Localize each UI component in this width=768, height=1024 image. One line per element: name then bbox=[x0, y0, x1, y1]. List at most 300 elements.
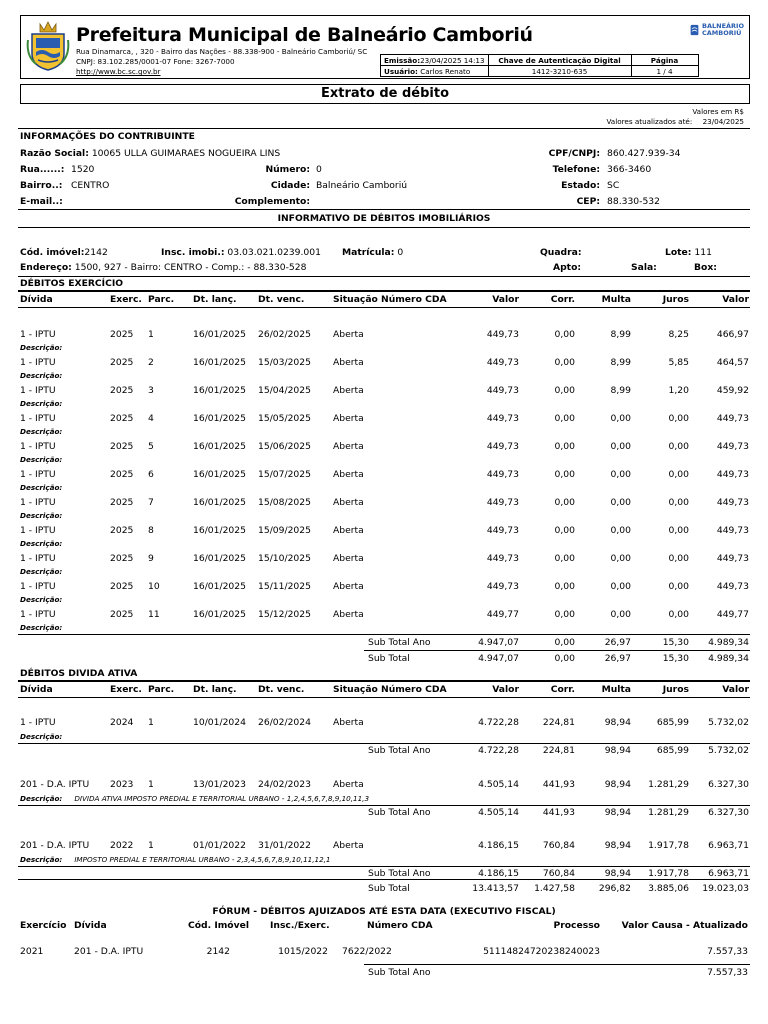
description-label: Descrição: bbox=[20, 732, 63, 741]
rua-value: 1520 bbox=[71, 164, 95, 175]
cell-juros: 0,00 bbox=[668, 525, 689, 536]
cell-sit: Aberta bbox=[333, 717, 364, 728]
cell-parc: 1 bbox=[148, 717, 154, 728]
subtotal-juros: 1.281,29 bbox=[648, 807, 689, 818]
contribuinte-section-title: INFORMAÇÕES DO CONTRIBUINTE bbox=[20, 131, 195, 142]
valores-atualizados-label: Valores atualizados até: bbox=[606, 117, 693, 126]
cell-valor: 449,73 bbox=[486, 329, 519, 340]
document-title: Extrato de débito bbox=[20, 84, 750, 104]
cell-parc: 1 bbox=[148, 329, 154, 340]
cod-imovel-label: Cód. imóvel: bbox=[20, 247, 85, 258]
column-header-divida: Dívida bbox=[20, 294, 53, 305]
debt-row bbox=[0, 581, 768, 593]
cell-total: 449,73 bbox=[716, 413, 749, 424]
cell-divida: 1 - IPTU bbox=[20, 609, 56, 620]
cell-exerc: 2022 bbox=[110, 840, 134, 851]
cell-valor: 4.722,28 bbox=[478, 717, 519, 728]
forum-cod: 2142 bbox=[206, 946, 230, 957]
informativo-title: INFORMATIVO DE DÉBITOS IMOBILIÁRIOS bbox=[277, 213, 491, 224]
cell-total: 449,73 bbox=[716, 441, 749, 452]
subtotal-total: 19.023,03 bbox=[702, 883, 749, 894]
lote-label: Lote: bbox=[665, 247, 692, 258]
cell-divida: 1 - IPTU bbox=[20, 717, 56, 728]
cell-sit: Aberta bbox=[333, 385, 364, 396]
municipal-crest-icon bbox=[26, 20, 70, 72]
debt-row bbox=[0, 779, 768, 791]
cell-parc: 2 bbox=[148, 357, 154, 368]
cell-exerc: 2025 bbox=[110, 441, 134, 452]
cell-multa: 0,00 bbox=[610, 609, 631, 620]
cell-valor: 449,73 bbox=[486, 553, 519, 564]
divider bbox=[18, 276, 750, 277]
cell-lanc: 16/01/2025 bbox=[193, 385, 246, 396]
column-header-parc: Parc. bbox=[148, 684, 175, 695]
razao-label: Razão Social: bbox=[20, 148, 89, 159]
forum-col-processo: Processo bbox=[553, 920, 600, 931]
cell-total: 449,73 bbox=[716, 581, 749, 592]
cell-juros: 0,00 bbox=[668, 609, 689, 620]
column-header-situacao: Situação bbox=[333, 294, 378, 305]
description-label: Descrição: bbox=[20, 539, 63, 548]
subtotal-total: 6.327,30 bbox=[708, 807, 749, 818]
subtotal-label: Sub Total bbox=[368, 883, 410, 894]
cell-corr: 0,00 bbox=[554, 329, 575, 340]
subtotal-row bbox=[0, 807, 768, 819]
divider bbox=[18, 805, 750, 806]
divida-ativa-column-header bbox=[0, 684, 768, 696]
description-label: Descrição: bbox=[20, 455, 63, 464]
rua-label: Rua......: bbox=[20, 164, 65, 175]
subtotal-valor: 13.413,57 bbox=[472, 883, 519, 894]
subtotal-total: 5.732,02 bbox=[708, 745, 749, 756]
divider bbox=[18, 209, 750, 210]
cell-divida: 1 - IPTU bbox=[20, 469, 56, 480]
cep-label: CEP: bbox=[576, 196, 600, 207]
endereco-value: 1500, 927 - Bairro: CENTRO - Comp.: - 88.330-528 bbox=[74, 262, 307, 273]
cell-venc: 15/05/2025 bbox=[258, 413, 311, 424]
description-line bbox=[20, 399, 62, 408]
cell-lanc: 16/01/2025 bbox=[193, 497, 246, 508]
cell-valor: 449,73 bbox=[486, 413, 519, 424]
cell-exerc: 2025 bbox=[110, 609, 134, 620]
cell-sit: Aberta bbox=[333, 779, 364, 790]
debt-row bbox=[0, 469, 768, 481]
divider bbox=[364, 650, 750, 651]
cell-lanc: 01/01/2022 bbox=[193, 840, 246, 851]
cell-divida: 1 - IPTU bbox=[20, 497, 56, 508]
insc-imobi-value: 03.03.021.0239.001 bbox=[227, 247, 321, 258]
cell-multa: 98,94 bbox=[604, 840, 631, 851]
cell-lanc: 16/01/2025 bbox=[193, 413, 246, 424]
column-header-multa: Multa bbox=[601, 294, 631, 305]
thick-divider bbox=[18, 290, 750, 292]
cell-juros: 1.281,29 bbox=[648, 779, 689, 790]
forum-insc: 1015/2022 bbox=[278, 946, 328, 957]
insc-imobi-label: Insc. imobi.: bbox=[161, 247, 225, 258]
column-header-valor: Valor bbox=[492, 684, 519, 695]
subtotal-valor: 4.947,07 bbox=[478, 653, 519, 664]
cell-divida: 1 - IPTU bbox=[20, 329, 56, 340]
forum-col-insc: Insc./Exerc. bbox=[270, 920, 330, 931]
subtotal-row bbox=[0, 637, 768, 649]
cell-lanc: 16/01/2025 bbox=[193, 357, 246, 368]
cell-sit: Aberta bbox=[333, 497, 364, 508]
cell-sit: Aberta bbox=[333, 413, 364, 424]
cell-divida: 1 - IPTU bbox=[20, 413, 56, 424]
cell-sit: Aberta bbox=[333, 329, 364, 340]
divider bbox=[18, 128, 750, 129]
cell-multa: 0,00 bbox=[610, 581, 631, 592]
cell-juros: 8,25 bbox=[668, 329, 689, 340]
description-label: Descrição: bbox=[20, 343, 63, 352]
cell-parc: 1 bbox=[148, 779, 154, 790]
forum-exercicio: 2021 bbox=[20, 946, 44, 957]
column-header-divida: Dívida bbox=[20, 684, 53, 695]
cell-corr: 0,00 bbox=[554, 441, 575, 452]
forum-valor: 7.557,33 bbox=[707, 946, 748, 957]
cell-total: 449,73 bbox=[716, 553, 749, 564]
divider bbox=[18, 307, 750, 308]
subtotal-corr: 1.427,58 bbox=[534, 883, 575, 894]
cell-total: 6.327,30 bbox=[708, 779, 749, 790]
bairro-value: CENTRO bbox=[71, 180, 110, 191]
telefone-value: 366-3460 bbox=[607, 164, 652, 175]
subtotal-juros: 15,30 bbox=[662, 637, 689, 648]
cell-divida: 1 - IPTU bbox=[20, 385, 56, 396]
description-line bbox=[20, 539, 62, 548]
subtotal-multa: 26,97 bbox=[604, 653, 631, 664]
pagina-label: Página bbox=[631, 55, 698, 66]
cell-exerc: 2025 bbox=[110, 525, 134, 536]
cell-lanc: 16/01/2025 bbox=[193, 581, 246, 592]
debt-row bbox=[0, 441, 768, 453]
subtotal-label: Sub Total bbox=[368, 653, 410, 664]
subtotal-juros: 3.885,06 bbox=[648, 883, 689, 894]
cell-divida: 1 - IPTU bbox=[20, 581, 56, 592]
cidade-label: Cidade: bbox=[270, 180, 310, 191]
cell-venc: 15/09/2025 bbox=[258, 525, 311, 536]
cell-sit: Aberta bbox=[333, 525, 364, 536]
forum-row bbox=[0, 946, 768, 958]
cell-venc: 15/11/2025 bbox=[258, 581, 311, 592]
cell-parc: 1 bbox=[148, 840, 154, 851]
cell-parc: 11 bbox=[148, 609, 160, 620]
city-logo bbox=[690, 19, 744, 41]
cell-parc: 9 bbox=[148, 553, 154, 564]
cell-valor: 449,73 bbox=[486, 385, 519, 396]
debt-row bbox=[0, 497, 768, 509]
cell-corr: 0,00 bbox=[554, 497, 575, 508]
razao-social bbox=[20, 148, 280, 159]
cell-sit: Aberta bbox=[333, 553, 364, 564]
cell-venc: 15/04/2025 bbox=[258, 385, 311, 396]
forum-divida: 201 - D.A. IPTU bbox=[74, 946, 144, 957]
cell-valor: 449,73 bbox=[486, 441, 519, 452]
cell-multa: 8,99 bbox=[610, 329, 631, 340]
cell-corr: 0,00 bbox=[554, 357, 575, 368]
bairro-label: Bairro..: bbox=[20, 180, 63, 191]
cell-juros: 0,00 bbox=[668, 553, 689, 564]
cell-parc: 5 bbox=[148, 441, 154, 452]
complemento-label: Complemento: bbox=[234, 196, 310, 207]
cell-sit: Aberta bbox=[333, 840, 364, 851]
column-header-valor-total: Valor bbox=[722, 684, 749, 695]
divider bbox=[364, 964, 750, 965]
cell-multa: 0,00 bbox=[610, 525, 631, 536]
cell-multa: 98,94 bbox=[604, 779, 631, 790]
subtotal-valor: 4.505,14 bbox=[478, 807, 519, 818]
emissao-label: Emissão: bbox=[384, 55, 421, 65]
cell-venc: 15/03/2025 bbox=[258, 357, 311, 368]
cell-valor: 449,77 bbox=[486, 609, 519, 620]
cell-parc: 3 bbox=[148, 385, 154, 396]
cell-corr: 0,00 bbox=[554, 553, 575, 564]
cell-divida: 201 - D.A. IPTU bbox=[20, 779, 90, 790]
valores-atualizados bbox=[560, 117, 744, 126]
column-header-dt-venc: Dt. venc. bbox=[258, 294, 305, 305]
cell-corr: 0,00 bbox=[554, 525, 575, 536]
description-label: Descrição: bbox=[20, 623, 63, 632]
usuario-label: Usuário: bbox=[384, 66, 418, 76]
cell-lanc: 16/01/2025 bbox=[193, 525, 246, 536]
matricula-label: Matrícula: bbox=[342, 247, 395, 258]
cell-divida: 1 - IPTU bbox=[20, 357, 56, 368]
estado-value: SC bbox=[607, 180, 620, 191]
sala-label: Sala: bbox=[631, 262, 657, 273]
cell-corr: 0,00 bbox=[554, 413, 575, 424]
subtotal-row bbox=[0, 883, 768, 895]
valores-atualizados-date: 23/04/2025 bbox=[702, 117, 744, 126]
debt-row bbox=[0, 840, 768, 852]
cell-lanc: 10/01/2024 bbox=[193, 717, 246, 728]
column-header-juros: Juros bbox=[662, 294, 689, 305]
forum-column-header bbox=[0, 920, 768, 932]
subtotal-label: Sub Total Ano bbox=[368, 807, 431, 818]
matricula-value: 0 bbox=[397, 247, 404, 258]
column-header-numero-cda: Número CDA bbox=[381, 294, 447, 305]
website-link[interactable]: http://www.bc.sc.gov.br bbox=[76, 67, 161, 76]
cell-divida: 1 - IPTU bbox=[20, 441, 56, 452]
description-label: Descrição: bbox=[20, 371, 63, 380]
cell-lanc: 16/01/2025 bbox=[193, 329, 246, 340]
description-label: Descrição: bbox=[20, 567, 63, 576]
cell-total: 449,73 bbox=[716, 497, 749, 508]
cell-corr: 0,00 bbox=[554, 385, 575, 396]
cell-valor: 449,73 bbox=[486, 357, 519, 368]
subtotal-row bbox=[0, 653, 768, 665]
debt-row bbox=[0, 329, 768, 341]
cell-lanc: 13/01/2023 bbox=[193, 779, 246, 790]
cell-parc: 4 bbox=[148, 413, 154, 424]
description-label: Descrição: bbox=[20, 595, 63, 604]
forum-title: FÓRUM - DÉBITOS AJUIZADOS ATÉ ESTA DATA (EXECUTIVO FISCAL) bbox=[212, 906, 556, 917]
cell-valor: 449,73 bbox=[486, 469, 519, 480]
forum-subtotal bbox=[0, 967, 768, 979]
cell-divida: 1 - IPTU bbox=[20, 553, 56, 564]
numero-value: 0 bbox=[316, 164, 322, 175]
cell-juros: 5,85 bbox=[668, 357, 689, 368]
description-line bbox=[20, 595, 62, 604]
description-line bbox=[20, 427, 62, 436]
city-logo-icon bbox=[690, 21, 699, 39]
numero-label: Número: bbox=[265, 164, 310, 175]
chave-value: 1412-3210-635 bbox=[488, 66, 631, 77]
cell-multa: 0,00 bbox=[610, 413, 631, 424]
subtotal-multa: 26,97 bbox=[604, 637, 631, 648]
endereco-label: Endereço: bbox=[20, 262, 72, 273]
cell-sit: Aberta bbox=[333, 581, 364, 592]
forum-col-cod: Cód. Imóvel bbox=[188, 920, 249, 931]
column-header-parc: Parc. bbox=[148, 294, 175, 305]
apto-label: Apto: bbox=[553, 262, 582, 273]
column-header-exerc: Exerc. bbox=[110, 684, 142, 695]
cell-total: 449,77 bbox=[716, 609, 749, 620]
subtotal-label: Sub Total Ano bbox=[368, 745, 431, 756]
cpf-value: 860.427.939-34 bbox=[607, 148, 681, 159]
description-label: Descrição: bbox=[20, 855, 63, 864]
logo-text-2: CAMBORIÚ bbox=[702, 29, 742, 37]
divider bbox=[18, 697, 750, 698]
column-header-multa: Multa bbox=[601, 684, 631, 695]
cell-valor: 449,73 bbox=[486, 581, 519, 592]
cell-total: 459,92 bbox=[716, 385, 749, 396]
cell-juros: 1.917,78 bbox=[648, 840, 689, 851]
description-line bbox=[20, 732, 62, 741]
usuario-cell bbox=[381, 66, 489, 77]
subtotal-corr: 0,00 bbox=[554, 637, 575, 648]
cell-juros: 0,00 bbox=[668, 441, 689, 452]
cell-juros: 0,00 bbox=[668, 469, 689, 480]
cell-venc: 15/12/2025 bbox=[258, 609, 311, 620]
subtotal-juros: 15,30 bbox=[662, 653, 689, 664]
cell-exerc: 2025 bbox=[110, 357, 134, 368]
cell-corr: 0,00 bbox=[554, 469, 575, 480]
emission-meta-table bbox=[380, 54, 699, 77]
cell-corr: 224,81 bbox=[542, 717, 575, 728]
matricula bbox=[342, 247, 403, 258]
debt-row bbox=[0, 525, 768, 537]
cpf-label: CPF/CNPJ: bbox=[548, 148, 600, 159]
description-line bbox=[20, 343, 62, 352]
description-label: Descrição: bbox=[20, 399, 63, 408]
cell-multa: 0,00 bbox=[610, 441, 631, 452]
cell-valor: 4.505,14 bbox=[478, 779, 519, 790]
cell-venc: 24/02/2023 bbox=[258, 779, 311, 790]
cell-parc: 6 bbox=[148, 469, 154, 480]
column-header-dt-lanc: Dt. lanç. bbox=[193, 684, 237, 695]
forum-col-divida: Dívida bbox=[74, 920, 107, 931]
column-header-exerc: Exerc. bbox=[110, 294, 142, 305]
cell-exerc: 2025 bbox=[110, 553, 134, 564]
cell-multa: 0,00 bbox=[610, 553, 631, 564]
subtotal-corr: 224,81 bbox=[542, 745, 575, 756]
description-label: Descrição: bbox=[20, 511, 63, 520]
valores-em: Valores em R$ bbox=[692, 107, 744, 116]
subtotal-multa: 98,94 bbox=[604, 807, 631, 818]
usuario-value: Carlos Renato bbox=[420, 66, 471, 76]
forum-subtotal-valor: 7.557,33 bbox=[707, 967, 748, 978]
column-header-valor-total: Valor bbox=[722, 294, 749, 305]
column-header-dt-venc: Dt. venc. bbox=[258, 684, 305, 695]
cell-exerc: 2025 bbox=[110, 385, 134, 396]
cell-exerc: 2025 bbox=[110, 497, 134, 508]
forum-col-valor: Valor Causa - Atualizado bbox=[621, 920, 748, 931]
address-line: Rua Dinamarca, , 320 - Bairro das Nações - 88.338-900 - Balneário Camboriú/ SC bbox=[76, 47, 368, 56]
subtotal-corr: 0,00 bbox=[554, 653, 575, 664]
subtotal-row bbox=[0, 745, 768, 757]
cell-valor: 449,73 bbox=[486, 525, 519, 536]
cell-juros: 1,20 bbox=[668, 385, 689, 396]
telefone-label: Telefone: bbox=[552, 164, 600, 175]
subtotal-label: Sub Total Ano bbox=[368, 637, 431, 648]
cell-corr: 760,84 bbox=[542, 840, 575, 851]
cell-lanc: 16/01/2025 bbox=[193, 553, 246, 564]
column-header-situacao: Situação bbox=[333, 684, 378, 695]
cell-total: 6.963,71 bbox=[708, 840, 749, 851]
column-header-juros: Juros bbox=[662, 684, 689, 695]
column-header-valor: Valor bbox=[492, 294, 519, 305]
forum-col-cda: Número CDA bbox=[367, 920, 433, 931]
cell-exerc: 2025 bbox=[110, 329, 134, 340]
email-label: E-mail..: bbox=[20, 196, 63, 207]
cep-value: 88.330-532 bbox=[607, 196, 660, 207]
cell-juros: 0,00 bbox=[668, 497, 689, 508]
estado-label: Estado: bbox=[561, 180, 600, 191]
cnpj-line: CNPJ: 83.102.285/0001-07 Fone: 3267-7000 bbox=[76, 57, 235, 66]
description-line bbox=[20, 567, 62, 576]
description-line bbox=[20, 511, 62, 520]
exercicio-column-header bbox=[0, 294, 768, 306]
cell-multa: 0,00 bbox=[610, 469, 631, 480]
lote bbox=[665, 247, 712, 258]
cell-venc: 15/07/2025 bbox=[258, 469, 311, 480]
column-header-dt-lanc: Dt. lanç. bbox=[193, 294, 237, 305]
cell-parc: 8 bbox=[148, 525, 154, 536]
description-line bbox=[20, 371, 62, 380]
cell-lanc: 16/01/2025 bbox=[193, 441, 246, 452]
subtotal-corr: 760,84 bbox=[542, 868, 575, 879]
cell-parc: 10 bbox=[148, 581, 160, 592]
subtotal-valor: 4.947,07 bbox=[478, 637, 519, 648]
cod-imovel-value: 2142 bbox=[84, 247, 108, 258]
subtotal-valor: 4.186,15 bbox=[478, 868, 519, 879]
cell-exerc: 2024 bbox=[110, 717, 134, 728]
endereco bbox=[20, 262, 306, 273]
debt-row bbox=[0, 553, 768, 565]
debt-row bbox=[0, 717, 768, 729]
subtotal-juros: 685,99 bbox=[656, 745, 689, 756]
cell-multa: 8,99 bbox=[610, 385, 631, 396]
quadra-label: Quadra: bbox=[540, 247, 582, 258]
cell-total: 449,73 bbox=[716, 525, 749, 536]
lote-value: 111 bbox=[694, 247, 712, 258]
description-label: Descrição: bbox=[20, 427, 63, 436]
description-line bbox=[20, 623, 62, 632]
forum-processo: 51114824720238240023 bbox=[483, 946, 600, 957]
cell-venc: 26/02/2024 bbox=[258, 717, 311, 728]
cell-exerc: 2025 bbox=[110, 413, 134, 424]
description-line bbox=[20, 855, 331, 864]
subtotal-corr: 441,93 bbox=[542, 807, 575, 818]
divider bbox=[18, 879, 750, 880]
description-text: DIVIDA ATIVA IMPOSTO PREDIAL E TERRITORIAL URBANO - 1,2,4,5,6,7,8,9,10,11,3 bbox=[74, 794, 370, 803]
cell-total: 5.732,02 bbox=[708, 717, 749, 728]
cell-parc: 7 bbox=[148, 497, 154, 508]
description-label: Descrição: bbox=[20, 483, 63, 492]
cell-total: 449,73 bbox=[716, 469, 749, 480]
description-label: Descrição: bbox=[20, 794, 63, 803]
divider bbox=[18, 866, 750, 867]
